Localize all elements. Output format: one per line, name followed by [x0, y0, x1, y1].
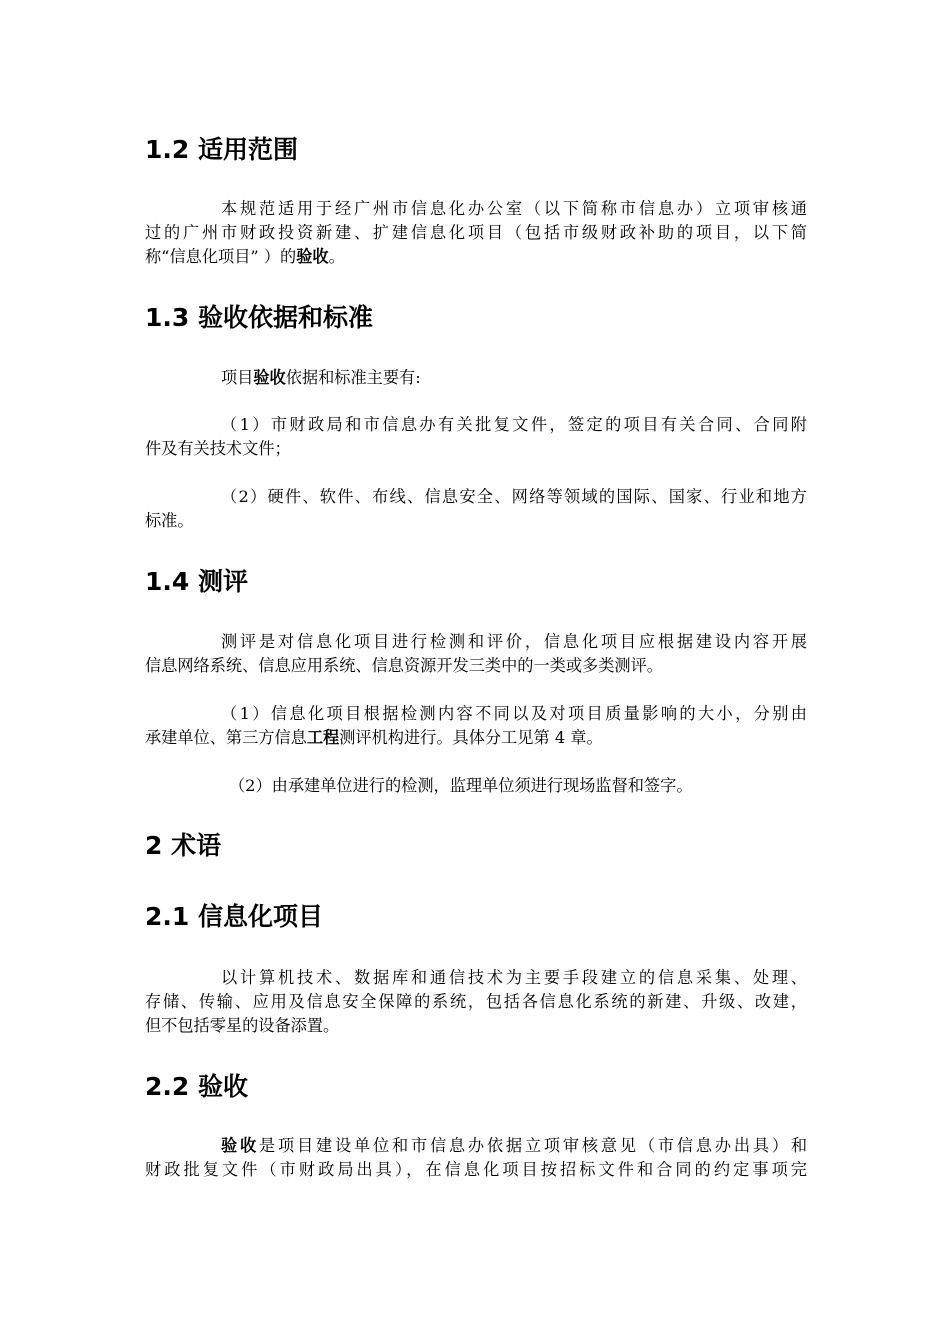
text-run: 。: [328, 247, 345, 266]
paragraph-basis-item-1: [145, 413, 807, 461]
paragraph-scope: [145, 197, 807, 269]
text-line: （2）硬件、软件、布线、信息安全、网络等领域的国际、国家、行业和地方: [221, 487, 807, 506]
text-line: [145, 245, 807, 269]
text-line: 财政批复文件（市财政局出具），在信息化项目按招标文件和合同的约定事项完: [145, 1160, 807, 1179]
text-line: （1）市财政局和市信息办有关批复文件，签定的项目有关合同、合同附: [221, 415, 807, 434]
text-line: [145, 366, 807, 390]
emphasis-text: 验收: [296, 247, 329, 266]
emphasis-text: 工程: [306, 728, 340, 747]
text-line: （1）信息化项目根据检测内容不同以及对项目质量影响的大小，分别由: [221, 704, 807, 723]
text-line: [145, 726, 807, 750]
paragraph-evaluation-item-2: [145, 774, 807, 798]
text-run: 称“信息化项目” ）的: [145, 247, 297, 266]
chapter-heading-2: 2 术语: [145, 831, 222, 860]
emphasis-text: 验收: [253, 368, 286, 387]
text-run: 测评机构进行。具体分工见第 4 章。: [339, 728, 603, 747]
paragraph-basis-intro: [145, 366, 807, 390]
paragraph-evaluation: [145, 630, 807, 678]
section-heading-1-2: 1.2 适用范围: [145, 135, 298, 164]
text-line: 件及有关技术文件；: [145, 439, 291, 458]
paragraph-evaluation-item-1: [145, 702, 807, 750]
emphasis-text: 验收: [221, 1136, 259, 1155]
text-line: （2）由承建单位进行的检测，监理单位须进行现场监督和签字。: [229, 776, 693, 795]
text-line: 过的广州市财政投资新建、扩建信息化项目（包括市级财政补助的项目，以下简: [145, 223, 807, 242]
text-line: [145, 1134, 807, 1158]
paragraph-acceptance: [145, 1134, 807, 1182]
text-line: 以计算机技术、数据库和通信技术为主要手段建立的信息采集、处理、: [221, 968, 807, 987]
section-heading-2-2: 2.2 验收: [145, 1072, 248, 1101]
section-heading-2-1: 2.1 信息化项目: [145, 902, 323, 931]
text-run: 是项目建设单位和市信息办依据立项审核意见（市信息办出具）和: [259, 1136, 807, 1155]
text-line: 标准。: [145, 511, 194, 530]
paragraph-info-project: [145, 966, 807, 1038]
section-heading-1-4: 1.4 测评: [145, 567, 248, 596]
text-run: 项目: [221, 368, 254, 387]
paragraph-basis-item-2: [145, 485, 807, 533]
text-line: 测评是对信息化项目进行检测和评价，信息化项目应根据建设内容开展: [221, 632, 807, 651]
text-run: 依据和标准主要有:: [285, 368, 421, 387]
section-heading-1-3: 1.3 验收依据和标准: [145, 303, 373, 332]
text-line: 信息网络系统、信息应用系统、信息资源开发三类中的一类或多类测评。: [145, 656, 663, 675]
text-line: 本规范适用于经广州市信息化办公室（以下简称市信息办）立项审核通: [221, 199, 807, 218]
text-line: 但不包括零星的设备添置。: [145, 1016, 340, 1035]
text-run: 承建单位、第三方信息: [145, 728, 307, 747]
text-line: 存储、传输、应用及信息安全保障的系统，包括各信息化系统的新建、升级、改建，: [145, 992, 807, 1011]
